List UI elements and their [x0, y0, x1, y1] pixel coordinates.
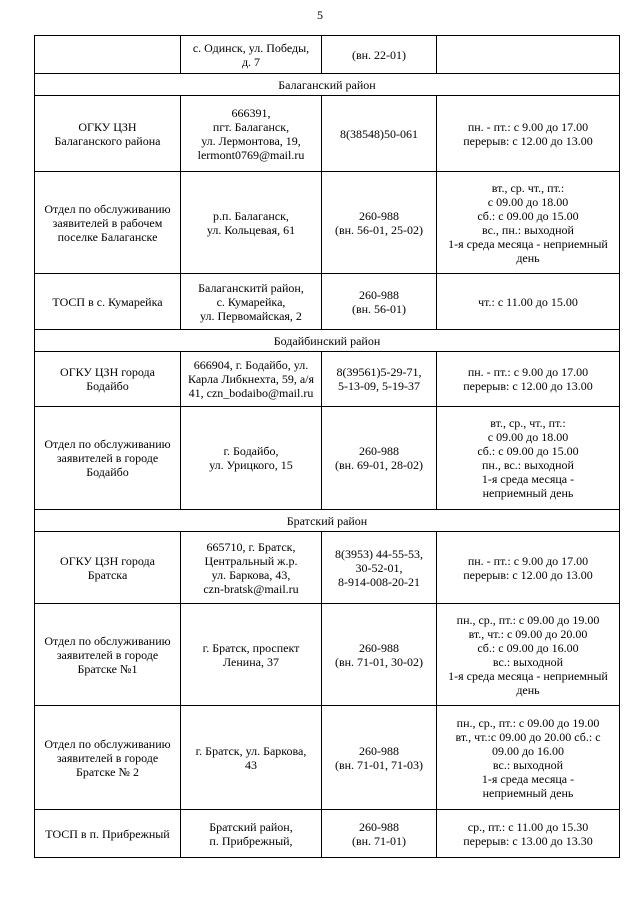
address-cell — [181, 96, 322, 172]
address-cell-line: Центральный ж.р. — [204, 553, 298, 568]
hours-cell — [437, 172, 620, 274]
phone-cell-line: 260-988 — [359, 819, 399, 834]
phone-cell-line: 5-13-09, 5-19-37 — [338, 379, 420, 393]
hours-cell-line: 1-я среда месяца - — [481, 771, 575, 786]
address-cell-line: czn-bratsk@mail.ru — [203, 581, 299, 596]
phone-cell-line: (вн. 22-01) — [351, 47, 407, 62]
address-cell-line: lermont0769@mail.ru — [197, 147, 305, 162]
address-cell-line: г. Братск, ул. Баркова, — [195, 743, 307, 758]
phone-cell — [322, 604, 437, 706]
section-header-row — [35, 510, 620, 532]
hours-cell-line: сб.: с 09.00 до 16.00 — [477, 640, 579, 655]
hours-cell-line: сб.: с 09.00 до 15.00 — [477, 208, 579, 223]
hours-cell-line: 1-я среда месяца - неприемный — [448, 668, 608, 683]
address-cell-line: Балаганскитй район, — [198, 280, 304, 295]
address-cell-line: Братский район, — [209, 819, 293, 834]
section-title: Братский район — [35, 510, 620, 532]
address-cell — [181, 172, 322, 274]
address-cell — [181, 532, 322, 604]
hours-cell — [437, 706, 620, 810]
office-name-cell — [35, 532, 181, 604]
office-name-cell-line: Братске №1 — [77, 661, 138, 676]
hours-cell — [437, 352, 620, 407]
hours-cell — [437, 96, 620, 172]
hours-cell-line: 09.00 до 16.00 — [491, 743, 565, 758]
table-row — [35, 96, 620, 172]
hours-cell-line: вс., пн.: выходной — [482, 222, 574, 237]
phone-cell — [322, 274, 437, 330]
phone-cell-line: (вн. 71-01, 30-02) — [334, 654, 424, 669]
hours-cell-line: пн., вс.: выходной — [482, 458, 574, 472]
hours-cell-line: вс.: выходной — [492, 757, 564, 772]
hours-cell-line: перерыв: с 12.00 до 13.00 — [463, 133, 593, 148]
phone-cell — [322, 96, 437, 172]
section-header-row — [35, 330, 620, 352]
table-row — [35, 706, 620, 810]
hours-cell-line: вс.: выходной — [492, 654, 564, 669]
phone-cell-line: (вн. 56-01) — [351, 301, 407, 316]
hours-cell-line: перерыв: с 12.00 до 13.00 — [463, 379, 593, 393]
section-title: Бодайбинский район — [35, 330, 620, 352]
office-name-cell — [35, 36, 181, 74]
hours-cell-line: с 09.00 до 18.00 — [487, 430, 569, 444]
hours-cell-line: перерыв: с 13.00 до 13.30 — [463, 833, 593, 848]
address-cell — [181, 407, 322, 510]
phone-cell — [322, 36, 437, 74]
address-cell-line: 41, czn_bodaibo@mail.ru — [188, 386, 314, 400]
office-name-cell — [35, 96, 181, 172]
office-name-cell — [35, 810, 181, 858]
address-cell-line: п. Прибрежный, — [209, 833, 293, 848]
hours-cell — [437, 274, 620, 330]
office-name-cell-line: ОГКУ ЦЗН — [78, 119, 137, 134]
offices-table — [34, 35, 620, 858]
phone-cell-line: (вн. 69-01, 28-02) — [334, 458, 424, 472]
office-name-cell — [35, 274, 181, 330]
phone-cell-line: 8(38548)50-061 — [340, 126, 418, 141]
address-cell-line: р.п. Балаганск, — [213, 208, 289, 223]
phone-cell-line: 8(3953) 44-55-53, — [335, 546, 423, 561]
office-name-cell-line: поселке Балаганске — [57, 229, 158, 244]
hours-cell-line: ср., пт.: с 11.00 до 15.30 — [467, 819, 589, 834]
table-row — [35, 172, 620, 274]
hours-cell-line: 1-я среда месяца - — [481, 472, 575, 486]
address-cell-line: ул. Урицкого, 15 — [209, 458, 293, 472]
address-cell — [181, 274, 322, 330]
office-name-cell-line: Братска — [87, 567, 128, 582]
hours-cell — [437, 810, 620, 858]
office-name-cell-line: заявителей в городе — [56, 647, 159, 662]
hours-cell-line: сб.: с 09.00 до 15.00 — [477, 444, 579, 458]
hours-cell-line: перерыв: с 12.00 до 13.00 — [463, 567, 593, 582]
hours-cell-line: пн., ср., пт.: с 09.00 до 19.00 — [456, 612, 600, 627]
hours-cell-line: неприемный день — [482, 785, 574, 800]
office-name-cell-line: Братске № 2 — [76, 764, 139, 779]
section-header-row — [35, 74, 620, 96]
hours-cell-line: вт., чт.: с 09.00 до 20.00 — [468, 626, 588, 641]
address-cell-line: ул. Баркова, 43, — [211, 567, 291, 582]
table-row — [35, 407, 620, 510]
address-cell-line: пгт. Балаганск, — [212, 119, 290, 134]
office-name-cell-line: Балаганского района — [54, 133, 161, 148]
office-name-cell — [35, 172, 181, 274]
address-cell-line: 665710, г. Братск, — [206, 539, 296, 554]
hours-cell-line: пн. - пт.: с 9.00 до 17.00 — [467, 553, 589, 568]
phone-cell-line: (вн. 71-01) — [351, 833, 407, 848]
office-name-cell — [35, 604, 181, 706]
phone-cell — [322, 352, 437, 407]
phone-cell — [322, 706, 437, 810]
table-row — [35, 604, 620, 706]
phone-cell-line: 260-988 — [359, 444, 399, 458]
hours-cell-line: вт., ср., чт., пт.: — [490, 416, 566, 430]
address-cell-line: д. 7 — [241, 54, 261, 69]
address-cell-line: с. Кумарейка, — [216, 294, 286, 309]
hours-cell-line: пн. - пт.: с 9.00 до 17.00 — [467, 365, 589, 379]
table-row — [35, 274, 620, 330]
address-cell — [181, 352, 322, 407]
phone-cell-line: 30-52-01, — [355, 560, 403, 575]
address-cell-line: 666904, г. Бодайбо, ул. — [193, 358, 309, 372]
hours-cell-line: с 09.00 до 18.00 — [487, 194, 569, 209]
office-name-cell-line: заявителей в городе — [56, 451, 159, 465]
hours-cell — [437, 407, 620, 510]
phone-cell — [322, 810, 437, 858]
address-cell — [181, 706, 322, 810]
office-name-cell-line: ОГКУ ЦЗН города — [60, 365, 155, 379]
office-name-cell-line: ТОСП в с. Кумарейка — [52, 294, 163, 309]
hours-cell-line: чт.: с 11.00 до 15.00 — [478, 294, 578, 309]
phone-cell-line: 260-988 — [359, 640, 399, 655]
phone-cell-line: (вн. 71-01, 71-03) — [334, 757, 424, 772]
office-name-cell-line: заявителей в рабочем — [52, 215, 163, 230]
section-title: Балаганский район — [35, 74, 620, 96]
office-name-cell-line: ОГКУ ЦЗН города — [60, 553, 155, 568]
hours-cell-line: пн., ср., пт.: с 09.00 до 19.00 — [456, 715, 600, 730]
hours-cell-line: пн. - пт.: с 9.00 до 17.00 — [467, 119, 589, 134]
phone-cell-line: (вн. 56-01, 25-02) — [334, 222, 424, 237]
office-name-cell — [35, 706, 181, 810]
address-cell-line: 43 — [245, 757, 257, 772]
address-cell-line: г. Бодайбо, — [223, 444, 279, 458]
office-name-cell-line: ТОСП в п. Прибрежный — [45, 826, 170, 841]
address-cell-line: Ленина, 37 — [223, 654, 279, 669]
address-cell-line: с. Одинск, ул. Победы, — [192, 40, 310, 55]
phone-cell — [322, 532, 437, 604]
office-name-cell-line: Бодайбо — [86, 379, 129, 393]
address-cell — [181, 810, 322, 858]
hours-cell — [437, 532, 620, 604]
address-cell-line: ул. Лермонтова, 19, — [201, 133, 301, 148]
hours-cell-line: вт., чт.:с 09.00 до 20.00 сб.: с — [455, 729, 601, 744]
address-cell-line: ул. Кольцевая, 61 — [206, 222, 296, 237]
hours-cell-line: день — [516, 250, 540, 265]
office-name-cell-line: Отдел по обслуживанию — [44, 437, 171, 451]
phone-cell-line: 260-988 — [359, 743, 399, 758]
address-cell-line: ул. Первомайская, 2 — [200, 308, 302, 323]
phone-cell-line: 260-988 — [359, 287, 399, 302]
phone-cell — [322, 172, 437, 274]
address-cell — [181, 36, 322, 74]
address-cell-line: 666391, — [231, 105, 271, 120]
office-name-cell-line: Отдел по обслуживанию — [44, 736, 171, 751]
phone-cell-line: 8-914-008-20-21 — [338, 574, 420, 589]
hours-cell-line: день — [516, 682, 540, 697]
table-row — [35, 36, 620, 74]
hours-cell-line: вт., ср. чт., пт.: — [491, 180, 565, 195]
office-name-cell-line: Отдел по обслуживанию — [44, 201, 171, 216]
office-name-cell-line: Отдел по обслуживанию — [44, 633, 171, 648]
hours-cell — [437, 604, 620, 706]
phone-cell-line: 8(39561)5-29-71, — [336, 365, 422, 379]
phone-cell-line: 260-988 — [359, 208, 399, 223]
hours-cell — [437, 36, 620, 74]
hours-cell-line: 1-я среда месяца - неприемный — [448, 236, 608, 251]
office-name-cell-line: Бодайбо — [86, 465, 129, 479]
address-cell-line: Карла Либкнехта, 59, а/я — [187, 372, 314, 386]
address-cell — [181, 604, 322, 706]
page-number: 5 — [317, 8, 323, 22]
office-name-cell-line: заявителей в городе — [56, 750, 159, 765]
address-cell-line: г. Братск, проспект — [202, 640, 300, 655]
table-row — [35, 532, 620, 604]
table-row — [35, 810, 620, 858]
office-name-cell — [35, 352, 181, 407]
phone-cell — [322, 407, 437, 510]
office-name-cell — [35, 407, 181, 510]
hours-cell-line: неприемный день — [482, 486, 574, 500]
table-row — [35, 352, 620, 407]
